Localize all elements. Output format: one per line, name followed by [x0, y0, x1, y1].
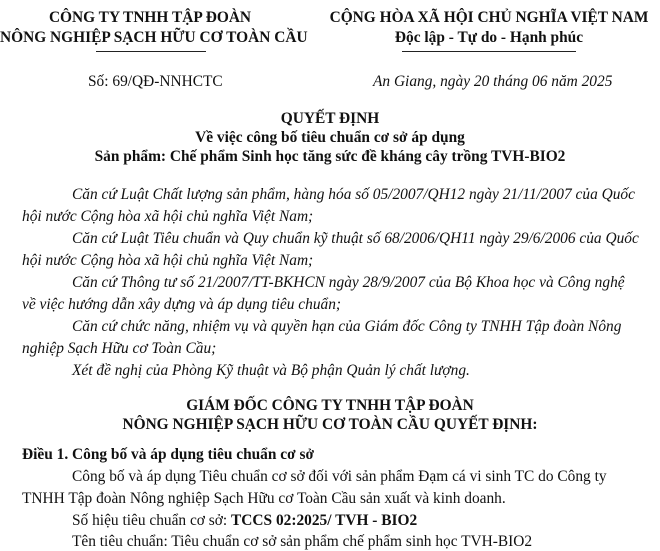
document-subject: Về việc công bố tiêu chuẩn cơ sở áp dụng — [195, 129, 465, 146]
document-title: QUYẾT ĐỊNH — [280, 110, 380, 127]
standard-name — [72, 533, 532, 551]
company-name-line2: NÔNG NGHIỆP SẠCH HỮU CƠ TOÀN CẦU — [0, 29, 308, 46]
standard-number — [72, 512, 417, 530]
standard-name-label: Tên tiêu chuẩn: — [72, 533, 172, 550]
basis-line: Căn cứ Luật Tiêu chuẩn và Quy chuẩn kỹ thuật số 68/2006/QH11 ngày 29/6/2006 của Quốc — [72, 230, 639, 247]
basis-line: về việc hướng dẫn xây dựng và áp dụng tiêu chuẩn; — [22, 296, 342, 313]
standard-name-value: Tiêu chuẩn cơ sở sản phẩm chế phẩm sinh học TVH-BIO2 — [171, 533, 533, 550]
country-name: CỘNG HÒA XÃ HỘI CHỦ NGHĨA VIỆT NAM — [329, 9, 649, 26]
director-heading-line1: GIÁM ĐỐC CÔNG TY TNHH TẬP ĐOÀN — [186, 397, 474, 414]
national-motto: Độc lập - Tự do - Hạnh phúc — [394, 29, 584, 46]
basis-line: Xét đề nghị của Phòng Kỹ thuật và Bộ phận Quản lý chất lượng. — [72, 362, 470, 379]
basis-line: hội nước Cộng hòa xã hội chủ nghĩa Việt Nam; — [22, 208, 314, 225]
company-underline — [96, 51, 206, 52]
director-heading-line2: NÔNG NGHIỆP SẠCH HỮU CƠ TOÀN CẦU QUYẾT ĐỊNH: — [122, 416, 538, 433]
article-1-heading: Điều 1. Công bố và áp dụng tiêu chuẩn cơ sở — [22, 446, 315, 463]
place-and-date: An Giang, ngày 20 tháng 06 năm 2025 — [373, 73, 613, 90]
motto-underline — [402, 51, 576, 52]
basis-line: Căn cứ Thông tư số 21/2007/TT-BKHCN ngày 28/9/2007 của Bộ Khoa học và Công nghệ — [72, 274, 625, 291]
article-1-paragraph-line1: Công bố và áp dụng Tiêu chuẩn cơ sở đối với sản phẩm Đạm cá vi sinh TC do Công ty — [72, 468, 607, 485]
article-1-paragraph-line2: TNHH Tập đoàn Nông nghiệp Sạch Hữu cơ Toàn Cầu sản xuất và kinh doanh. — [22, 490, 506, 507]
standard-number-label: Số hiệu tiêu chuẩn cơ sở: — [72, 512, 232, 529]
company-name-line1: CÔNG TY TNHH TẬP ĐOÀN — [48, 9, 252, 26]
basis-line: hội nước Cộng hòa xã hội chủ nghĩa Việt Nam; — [22, 252, 314, 269]
product-line: Sản phẩm: Chế phẩm Sinh học tăng sức đề kháng cây trồng TVH-BIO2 — [94, 148, 566, 165]
standard-number-value: TCCS 02:2025/ TVH - BIO2 — [231, 512, 418, 529]
basis-line: Căn cứ chức năng, nhiệm vụ và quyền hạn của Giám đốc Công ty TNHH Tập đoàn Nông — [72, 318, 622, 335]
basis-line: nghiệp Sạch Hữu cơ Toàn Cầu; — [22, 340, 217, 357]
basis-line: Căn cứ Luật Chất lượng sản phẩm, hàng hóa số 05/2007/QH12 ngày 21/11/2007 của Quốc — [72, 186, 635, 203]
document-number: Số: 69/QĐ-NNHCTC — [88, 73, 223, 90]
